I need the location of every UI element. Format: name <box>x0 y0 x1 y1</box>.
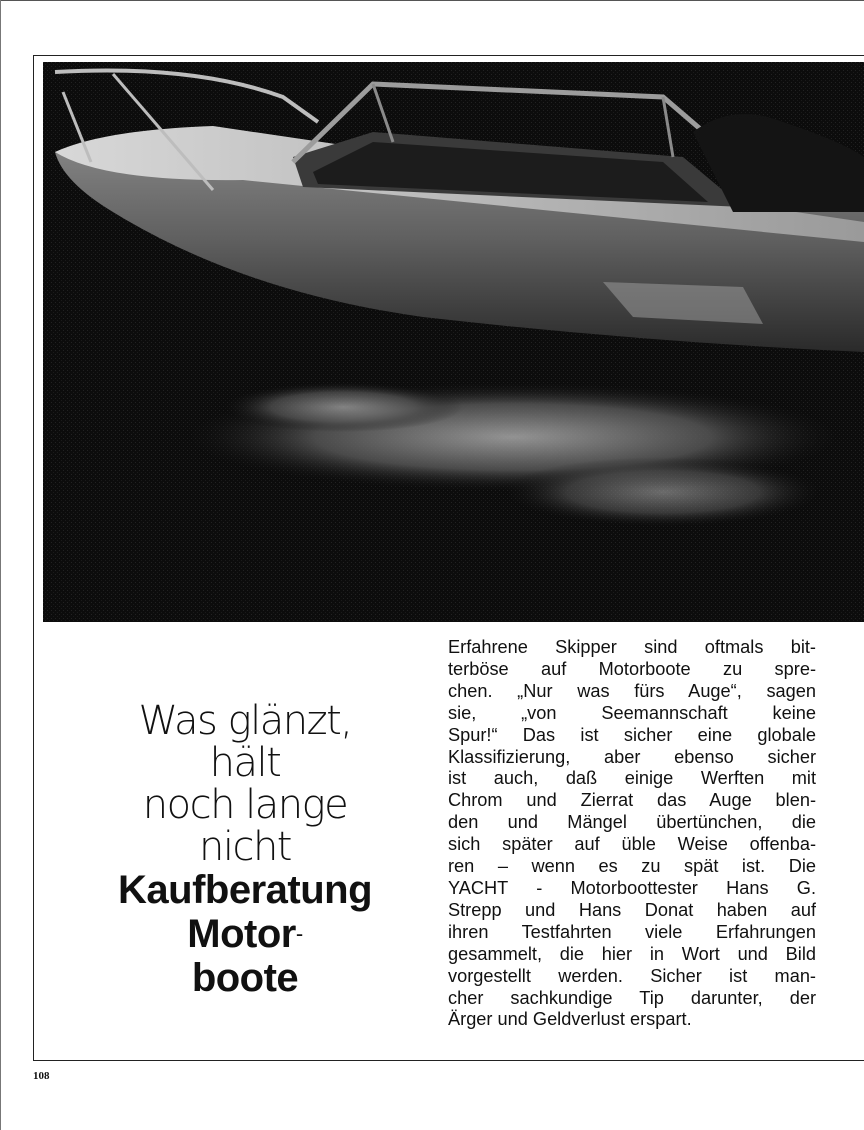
article-intro <box>448 637 816 1031</box>
intro-line: Ärger und Geldverlust erspart. <box>448 1009 692 1030</box>
article-headline <box>60 700 430 1000</box>
intro-line: terböse auf Motorboote zu spre- <box>448 658 816 679</box>
intro-line: ren – wenn es zu spät ist. Die <box>448 856 816 877</box>
intro-line: sich später auf üble Weise offenba- <box>448 834 816 855</box>
intro-line: Strepp und Hans Donat haben auf <box>448 899 816 920</box>
page-number: 108 <box>33 1070 50 1082</box>
page-edge-top <box>0 0 864 1</box>
headline-bold-line: boote <box>191 956 299 1000</box>
intro-line: Erfahrene Skipper sind oftmals bit- <box>448 637 816 657</box>
hyphen-mark: - <box>295 921 303 946</box>
headline-line: hält <box>209 740 281 786</box>
intro-line: vorgestellt werden. Sicher ist man- <box>448 965 816 986</box>
headline-line: noch lange <box>142 782 348 828</box>
intro-line: cher sachkundige Tip darunter, der <box>448 987 816 1008</box>
page-edge-left <box>0 0 1 1130</box>
frame-rule-bottom <box>33 1060 864 1061</box>
intro-line: Klassifizierung, aber ebenso sicher <box>448 746 816 767</box>
intro-line: sie, „von Seemannschaft keine <box>448 702 816 723</box>
intro-line: den und Mängel übertünchen, die <box>448 812 816 833</box>
intro-line: ihren Testfahrten viele Erfahrungen <box>448 921 816 942</box>
intro-line: YACHT - Motorboottester Hans G. <box>448 877 816 898</box>
intro-line: Chrom und Zierrat das Auge blen- <box>448 790 816 811</box>
frame-rule-left <box>33 55 34 1060</box>
headline-line: Was glänzt, <box>138 698 352 744</box>
headline-bold-line: Kaufberatung <box>118 868 372 912</box>
intro-line: gesammelt, die hier in Wort und Bild <box>448 943 816 964</box>
headline-bold-text: Motor <box>187 912 296 956</box>
intro-line: chen. „Nur was fürs Auge“, sagen <box>448 680 816 701</box>
intro-line: Spur!“ Das ist sicher eine globale <box>448 724 816 745</box>
frame-rule-top <box>33 55 864 56</box>
headline-line: nicht <box>199 824 291 870</box>
motorboat-photo <box>43 62 864 622</box>
headline-bold-line-motor <box>60 912 430 956</box>
intro-line: ist auch, daß einige Werften mit <box>448 768 816 789</box>
